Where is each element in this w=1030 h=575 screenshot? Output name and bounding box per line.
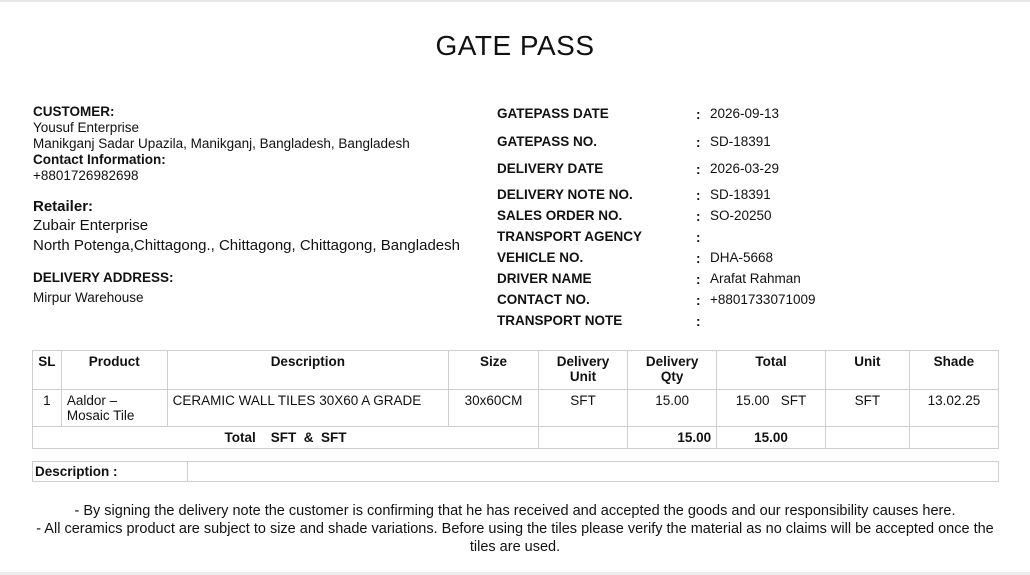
retailer-name: Zubair Enterprise	[33, 217, 149, 234]
detail-label: CONTACT NO.	[497, 292, 590, 307]
detail-value: 2026-03-29	[710, 161, 780, 176]
total-empty-cell	[539, 427, 628, 449]
customer-label: CUSTOMER:	[33, 104, 115, 119]
detail-value: DHA-5668	[710, 250, 774, 265]
total-total: 15.00	[717, 427, 826, 449]
cell-size: 30x60CM	[448, 390, 538, 427]
detail-colon: :	[696, 272, 701, 287]
cell-product: Aaldor – Mosaic Tile	[61, 390, 167, 427]
detail-row	[497, 290, 1007, 311]
table-row	[33, 390, 999, 427]
cell-total: 15.00 SFT	[717, 390, 826, 427]
detail-row	[497, 206, 1007, 227]
detail-row	[497, 104, 1007, 132]
detail-value: +8801733071009	[710, 292, 816, 307]
column-header: Product	[61, 351, 167, 390]
detail-colon: :	[696, 107, 701, 122]
detail-row	[497, 269, 1007, 290]
customer-block	[33, 104, 493, 306]
detail-row	[497, 185, 1007, 206]
retailer-address: North Potenga,Chittagong., Chittagong, Chittagong, Bangladesh	[33, 237, 460, 254]
retailer-label: Retailer:	[33, 198, 94, 215]
detail-colon: :	[696, 162, 701, 177]
terms-notes	[30, 502, 1000, 556]
detail-row	[497, 227, 1007, 248]
cell-delivery-qty: 15.00	[628, 390, 717, 427]
column-header: Unit	[825, 351, 909, 390]
delivery-address-value: Mirpur Warehouse	[33, 290, 144, 305]
detail-value: SD-18391	[710, 134, 771, 149]
page-title: GATE PASS	[435, 30, 595, 61]
detail-colon: :	[696, 135, 701, 150]
detail-label: VEHICLE NO.	[497, 250, 584, 265]
detail-label: SALES ORDER NO.	[497, 208, 623, 223]
note-line: - All ceramics product are subject to size and shade variations. Before using the tiles please verify the material as no claims will be accepted once the tiles are used.	[36, 521, 994, 555]
detail-label: TRANSPORT AGENCY	[497, 229, 643, 244]
detail-row	[497, 159, 1007, 185]
detail-label: DRIVER NAME	[497, 271, 592, 286]
total-empty-cell	[825, 427, 909, 449]
cell-description: CERAMIC WALL TILES 30X60 A GRADE	[167, 390, 448, 427]
detail-colon: :	[696, 230, 701, 245]
description-box	[32, 461, 999, 482]
cell-sl: 1	[33, 390, 62, 427]
column-header: Size	[448, 351, 538, 390]
note-line: - By signing the delivery note the customer is confirming that he has received and accepted the goods and our responsibility causes here.	[74, 503, 956, 519]
cell-shade: 13.02.25	[909, 390, 998, 427]
total-label: Total SFT & SFT	[33, 427, 539, 449]
items-table	[32, 350, 999, 449]
detail-label: GATEPASS NO.	[497, 134, 598, 149]
detail-value: SD-18391	[710, 187, 771, 202]
column-header: Total	[717, 351, 826, 390]
detail-colon: :	[696, 293, 701, 308]
total-empty-cell	[909, 427, 998, 449]
detail-row	[497, 132, 1007, 159]
customer-contact: +8801726982698	[33, 168, 139, 183]
detail-value: SO-20250	[710, 208, 772, 223]
customer-name: Yousuf Enterprise	[33, 120, 140, 135]
contact-information-label: Contact Information:	[33, 152, 166, 167]
detail-value: Arafat Rahman	[710, 271, 801, 286]
column-header: Delivery Unit	[539, 351, 628, 390]
table-header-row	[33, 351, 999, 390]
cell-delivery-unit: SFT	[539, 390, 628, 427]
detail-label: DELIVERY DATE	[497, 161, 604, 176]
column-header: Delivery Qty	[628, 351, 717, 390]
detail-value: 2026-09-13	[710, 106, 780, 121]
detail-colon: :	[696, 251, 701, 266]
description-label: Description :	[33, 462, 188, 482]
description-value	[188, 462, 999, 482]
detail-colon: :	[696, 314, 701, 329]
detail-label: GATEPASS DATE	[497, 106, 609, 121]
gatepass-details	[497, 104, 1007, 332]
detail-label: DELIVERY NOTE NO.	[497, 187, 633, 202]
top-border	[0, 0, 1030, 2]
customer-address: Manikganj Sadar Upazila, Manikganj, Bangladesh, Bangladesh	[33, 136, 410, 151]
detail-colon: :	[696, 188, 701, 203]
detail-label: TRANSPORT NOTE	[497, 313, 623, 328]
total-delivery-qty: 15.00	[628, 427, 717, 449]
detail-row	[497, 311, 1007, 332]
cell-unit: SFT	[825, 390, 909, 427]
detail-row	[497, 248, 1007, 269]
column-header: Description	[167, 351, 448, 390]
delivery-address-label: DELIVERY ADDRESS:	[33, 270, 174, 285]
table-total-row	[33, 427, 999, 449]
detail-colon: :	[696, 209, 701, 224]
column-header: Shade	[909, 351, 998, 390]
column-header: SL	[33, 351, 62, 390]
